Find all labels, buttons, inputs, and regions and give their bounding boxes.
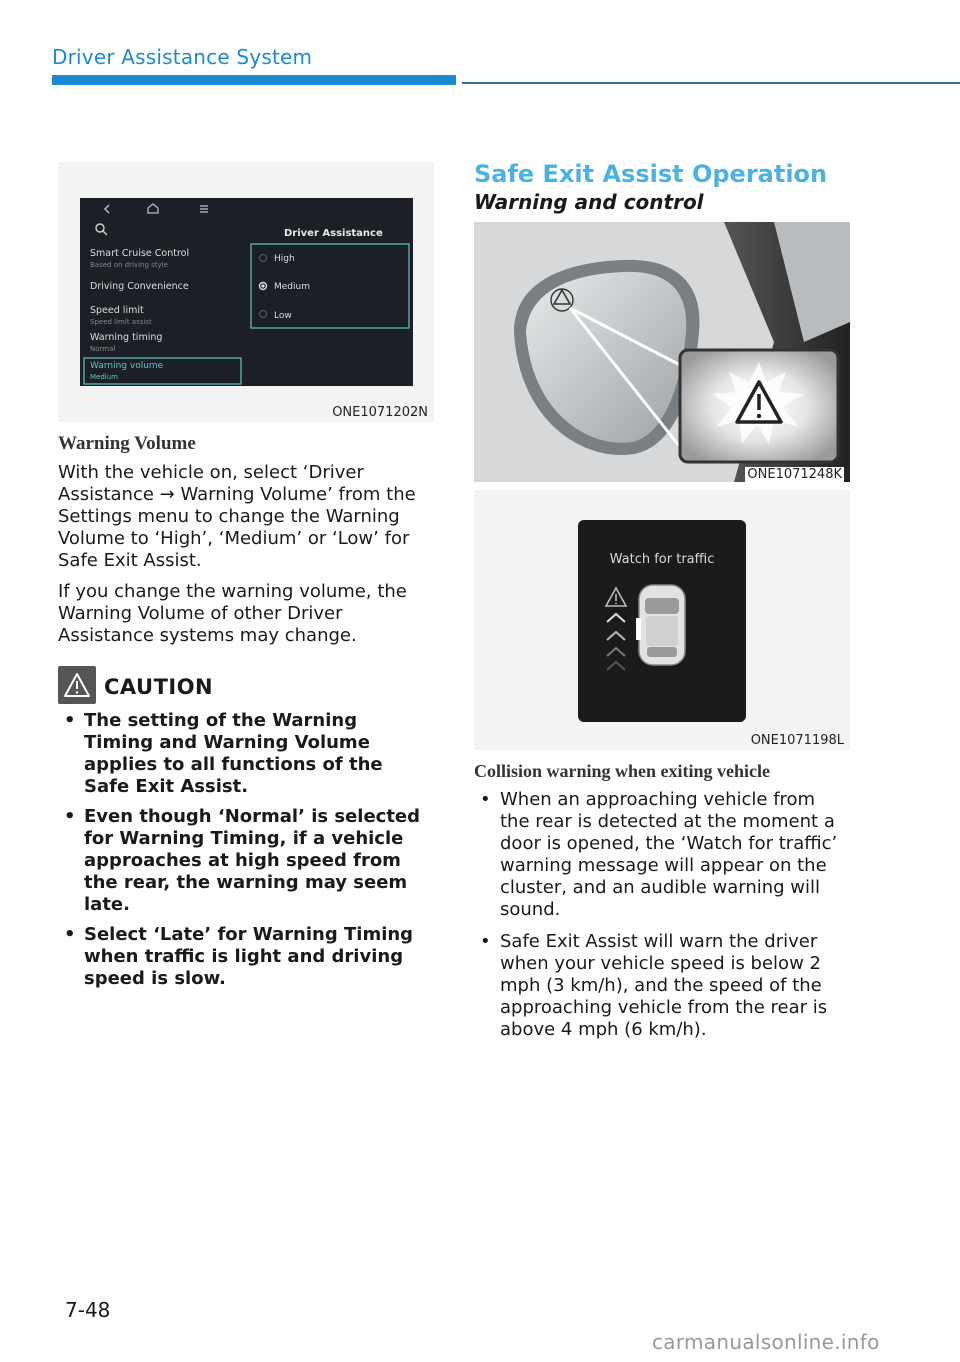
caution-list (58, 710, 428, 998)
option-label-high: High (274, 254, 295, 264)
paragraph: With the vehicle on, select ‘Driver Assistance → Warning Volume’ from the Settings menu to change the Warning Volume to ‘High’, ‘Medium’ or ‘Low’ for Safe Exit Assist. (58, 462, 416, 571)
menu-item-sub: Based on driving style (90, 261, 168, 269)
car-door-highlight (636, 618, 641, 640)
list-item-text: Even though ‘Normal’ is selected for Warning Timing, if a vehicle approaches at high speed from the rear, the warning may seem late. (84, 806, 421, 915)
settings-screen-illustration (58, 162, 434, 422)
paragraph: If you change the warning volume, the Warning Volume of other Driver Assistance systems may change. (58, 581, 407, 646)
list-item: • Select ‘Late’ for Warning Timing when traffic is light and driving speed is slow. (64, 924, 414, 989)
figure-code: ONE1071202N (332, 405, 428, 420)
car-roof (646, 616, 678, 646)
caution-icon (58, 666, 96, 704)
page-number: 7-48 (65, 1298, 111, 1322)
section-title: Safe Exit Assist Operation (474, 160, 828, 188)
menu-item-label: Warning timing (90, 332, 163, 343)
caution-title: CAUTION (104, 675, 214, 699)
menu-item-label: Warning volume (90, 361, 164, 371)
radio-medium-dot (261, 284, 264, 287)
option-label-medium: Medium (274, 282, 310, 292)
figure-side-mirror (474, 222, 850, 482)
figure-code: ONE1071248K (747, 467, 842, 482)
warning-volume-text (58, 462, 428, 656)
side-mirror-illustration (474, 222, 850, 482)
list-item: • Even though ‘Normal’ is selected for Warning Timing, if a vehicle approaches at high speed from the rear, the warning may seem late. (64, 806, 421, 915)
header-rule (462, 82, 960, 84)
menu-item-sub: Normal (90, 345, 116, 353)
list-item: • When an approaching vehicle from the rear is detected at the moment a door is opened, the ‘Watch for traffic’ warning message will appear on the cluster, and an audible warning will sound. (480, 789, 838, 920)
figure-settings-screen (58, 162, 434, 422)
figure-code: ONE1071198L (750, 733, 844, 748)
menu-item-label: Smart Cruise Control (90, 248, 190, 259)
collision-warning-list (474, 789, 850, 1049)
warning-volume-heading: Warning Volume (58, 433, 196, 454)
section-header-title: Driver Assistance System (52, 45, 313, 69)
car-rear-window (647, 647, 677, 657)
menu-item-sub: Speed limit assist (90, 318, 152, 326)
car-windshield (645, 598, 679, 614)
figure-cluster (474, 490, 850, 750)
watermark: carmanualsonline.info (652, 1330, 880, 1354)
list-item-text: The setting of the Warning Timing and Warning Volume applies to all functions of the Safe Exit Assist. (84, 710, 383, 797)
collision-warning-heading: Collision warning when exiting vehicle (474, 761, 771, 781)
cluster-message: Watch for traffic (609, 552, 715, 567)
list-item-text: When an approaching vehicle from the rear is detected at the moment a door is opened, the ‘Watch for traffic’ warning message will appear on the cluster, and an audible warning will sound. (500, 789, 838, 920)
header-accent-bar (52, 75, 456, 85)
list-item: • The setting of the Warning Timing and Warning Volume applies to all functions of the Safe Exit Assist. (64, 710, 383, 797)
menu-item-sub: Medium (90, 373, 118, 381)
menu-item-label: Driving Convenience (90, 281, 189, 292)
cluster-illustration (474, 490, 850, 750)
menu-item-label: Speed limit (90, 305, 144, 316)
list-item-text: Select ‘Late’ for Warning Timing when traffic is light and driving speed is slow. (84, 924, 414, 989)
screen-title: Driver Assistance (284, 228, 383, 239)
list-item-text: Safe Exit Assist will warn the driver when your vehicle speed is below 2 mph (3 km/h), and the speed of the approaching vehicle from the rear is above 4 mph (6 km/h). (500, 931, 828, 1040)
list-item: • Safe Exit Assist will warn the driver when your vehicle speed is below 2 mph (3 km/h), and the speed of the approaching vehicle from the rear is above 4 mph (6 km/h). (480, 931, 828, 1040)
section-subtitle: Warning and control (474, 190, 704, 214)
option-label-low: Low (274, 311, 292, 321)
